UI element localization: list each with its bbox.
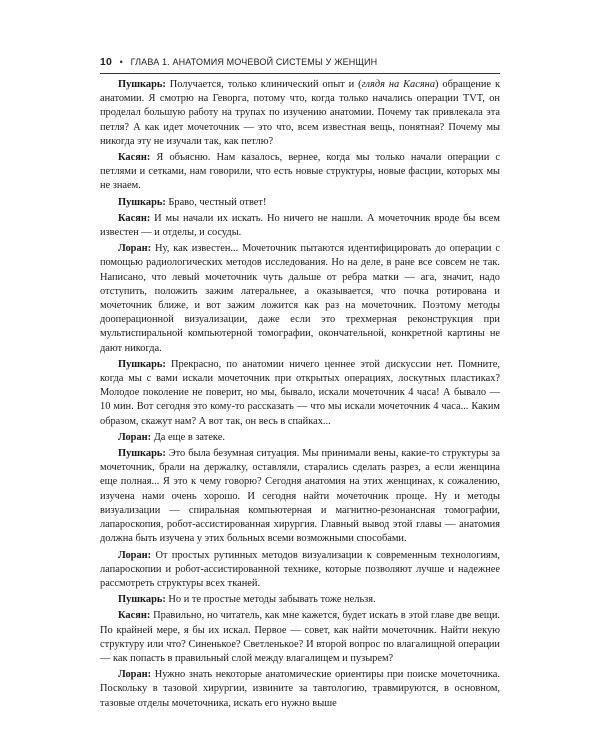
paragraph [100, 431, 500, 445]
speaker-name: Касян: [118, 152, 151, 164]
body-text [100, 78, 500, 713]
paragraph-text: Да еще в затеке. [151, 431, 225, 443]
paragraph [100, 609, 500, 666]
paragraph-text: Я объясню. Нам казалось, вернее, когда мы только начали операции с петлями и сетками, нам говорили, что есть новые структуры, новые фасции, которых мы не знаем. [100, 152, 500, 192]
paragraph [100, 668, 500, 711]
paragraph-text: Прекрасно, по анатомии ничего ценнее этой дискуссии нет. Помните, когда мы с вами искали мочеточник при открытых операциях, лоскутных пластиках? Молодое поколение не поверит, но мы, бывало, искали мочеточник 4 часа! А бывало — 10 мин. Вот сегодня это кому-то рассказать — что мы искали мочеточник 4 часа... Каким образом, скажут нам? А вот так, он весь в спайках... [100, 358, 500, 427]
speaker-name: Пушкарь: [118, 594, 166, 606]
speaker-name: Лоран: [118, 669, 152, 681]
speaker-name: Лоран: [118, 243, 152, 255]
stage-direction: глядя на Касяна [361, 79, 436, 90]
speaker-name: Лоран: [118, 549, 152, 561]
header-bullet: • [119, 57, 123, 67]
speaker-name: Пушкарь: [118, 358, 166, 370]
running-head [100, 56, 500, 68]
header-rule [100, 73, 500, 74]
paragraph-text: И мы начали их искать. Но ничего не нашли. А мочеточник вроде бы всем известен — и отделы, и сосуды. [100, 212, 500, 239]
paragraph-text: Это была безумная ситуация. Мы принимали вены, какие-то структуры за мочеточник, брали на держалку, оставляли, старались сделать разрез, а если женщина еще полная... Я это к чему говорю? Сегодня анатомия на этих женщинах, к сожалению, изучена нами очень хорошо. И сегодня найти мочеточник проще. Ну и методы визуализации — спиральная компьютерная и магнитно-резонансная томографии, лапароскопия, робот-ассистированная хирургия. Главный вывод этой главы — анатомия должна быть изучена у этих больных всеми возможными способами. [100, 448, 500, 545]
paragraph [100, 358, 500, 429]
paragraph-text: Но и те простые методы забывать тоже нельзя. [165, 594, 376, 606]
paragraph-text: Получается, только клинический опыт и ( [165, 79, 362, 90]
paragraph-text: Нужно знать некоторые анатомические ориентиры при поиске мочеточника. Поскольку в тазовой хирургии, извините за тавтологию, травмируются, в основном, тазовые отделы мочеточника, искать его нужно выше [100, 669, 500, 709]
page-number: 10 [100, 56, 112, 68]
paragraph-text: Ну, как известен... Мочеточник пытаются идентифицировать до операции с помощью радиологических методов исследования. Но на деле, в ране все совсем не так. Написано, что левый мочеточник чуть дальше от ребра матки — ага, значит, надо отступить, положить зажим латеральнее, а оказывается, что почка ротирована и мочеточник ближе, и вот зажим ложится как раз на мочеточник. Поэтому методы дооперационной визуализации, даже если это трехмерная реконструкция при мультиспиральной компьютерной томографии, окончательной, конкретной картины не дают никогда. [100, 243, 500, 354]
paragraph [100, 447, 500, 546]
speaker-name: Касян: [118, 212, 151, 224]
paragraph [100, 549, 500, 592]
paragraph-text-after: ) обращение к анатомии. Я смотрю на Геворга, потому что, когда только начались операции TVT, он проделал большую работу на трупах по изучению анатомии. Почему так привлекала эта петля? А как идет мочеточник — это что, всем известная вещь, понятная? Почему мы никогда эту не изучали так, как петлю? [100, 79, 501, 147]
speaker-name: Пушкарь: [118, 196, 166, 208]
chapter-title: ГЛАВА 1. АНАТОМИЯ МОЧЕВОЙ СИСТЕМЫ У ЖЕНЩИН [130, 57, 378, 67]
speaker-name: Касян: [118, 610, 151, 622]
speaker-name: Пушкарь: [118, 79, 166, 90]
speaker-name: Пушкарь: [118, 448, 166, 460]
paragraph-text: Правильно, но читатель, как мне кажется, будет искать в этой главе две вещи. По крайней мере, я бы их искал. Первое — совет, как найти мочеточник. Найти некую структуру или что? Синенькое? Светленькое? И второй вопрос по влагалищной операции — как попасть в правильный слой между влагалищем и пузырем? [100, 610, 500, 664]
paragraph [100, 593, 500, 607]
paragraph [100, 78, 500, 149]
paragraph [100, 151, 500, 194]
paragraph-text: Браво, честный ответ! [165, 196, 267, 208]
paragraph-text: От простых рутинных методов визуализации к современным технологиям, лапароскопии и робот-ассистированной технике, которые позволяют лучше и надежнее рассмотреть структуры всех тканей. [100, 549, 500, 589]
paragraph [100, 242, 500, 356]
paragraph [100, 212, 500, 240]
speaker-name: Лоран: [118, 431, 152, 443]
paragraph [100, 196, 500, 210]
